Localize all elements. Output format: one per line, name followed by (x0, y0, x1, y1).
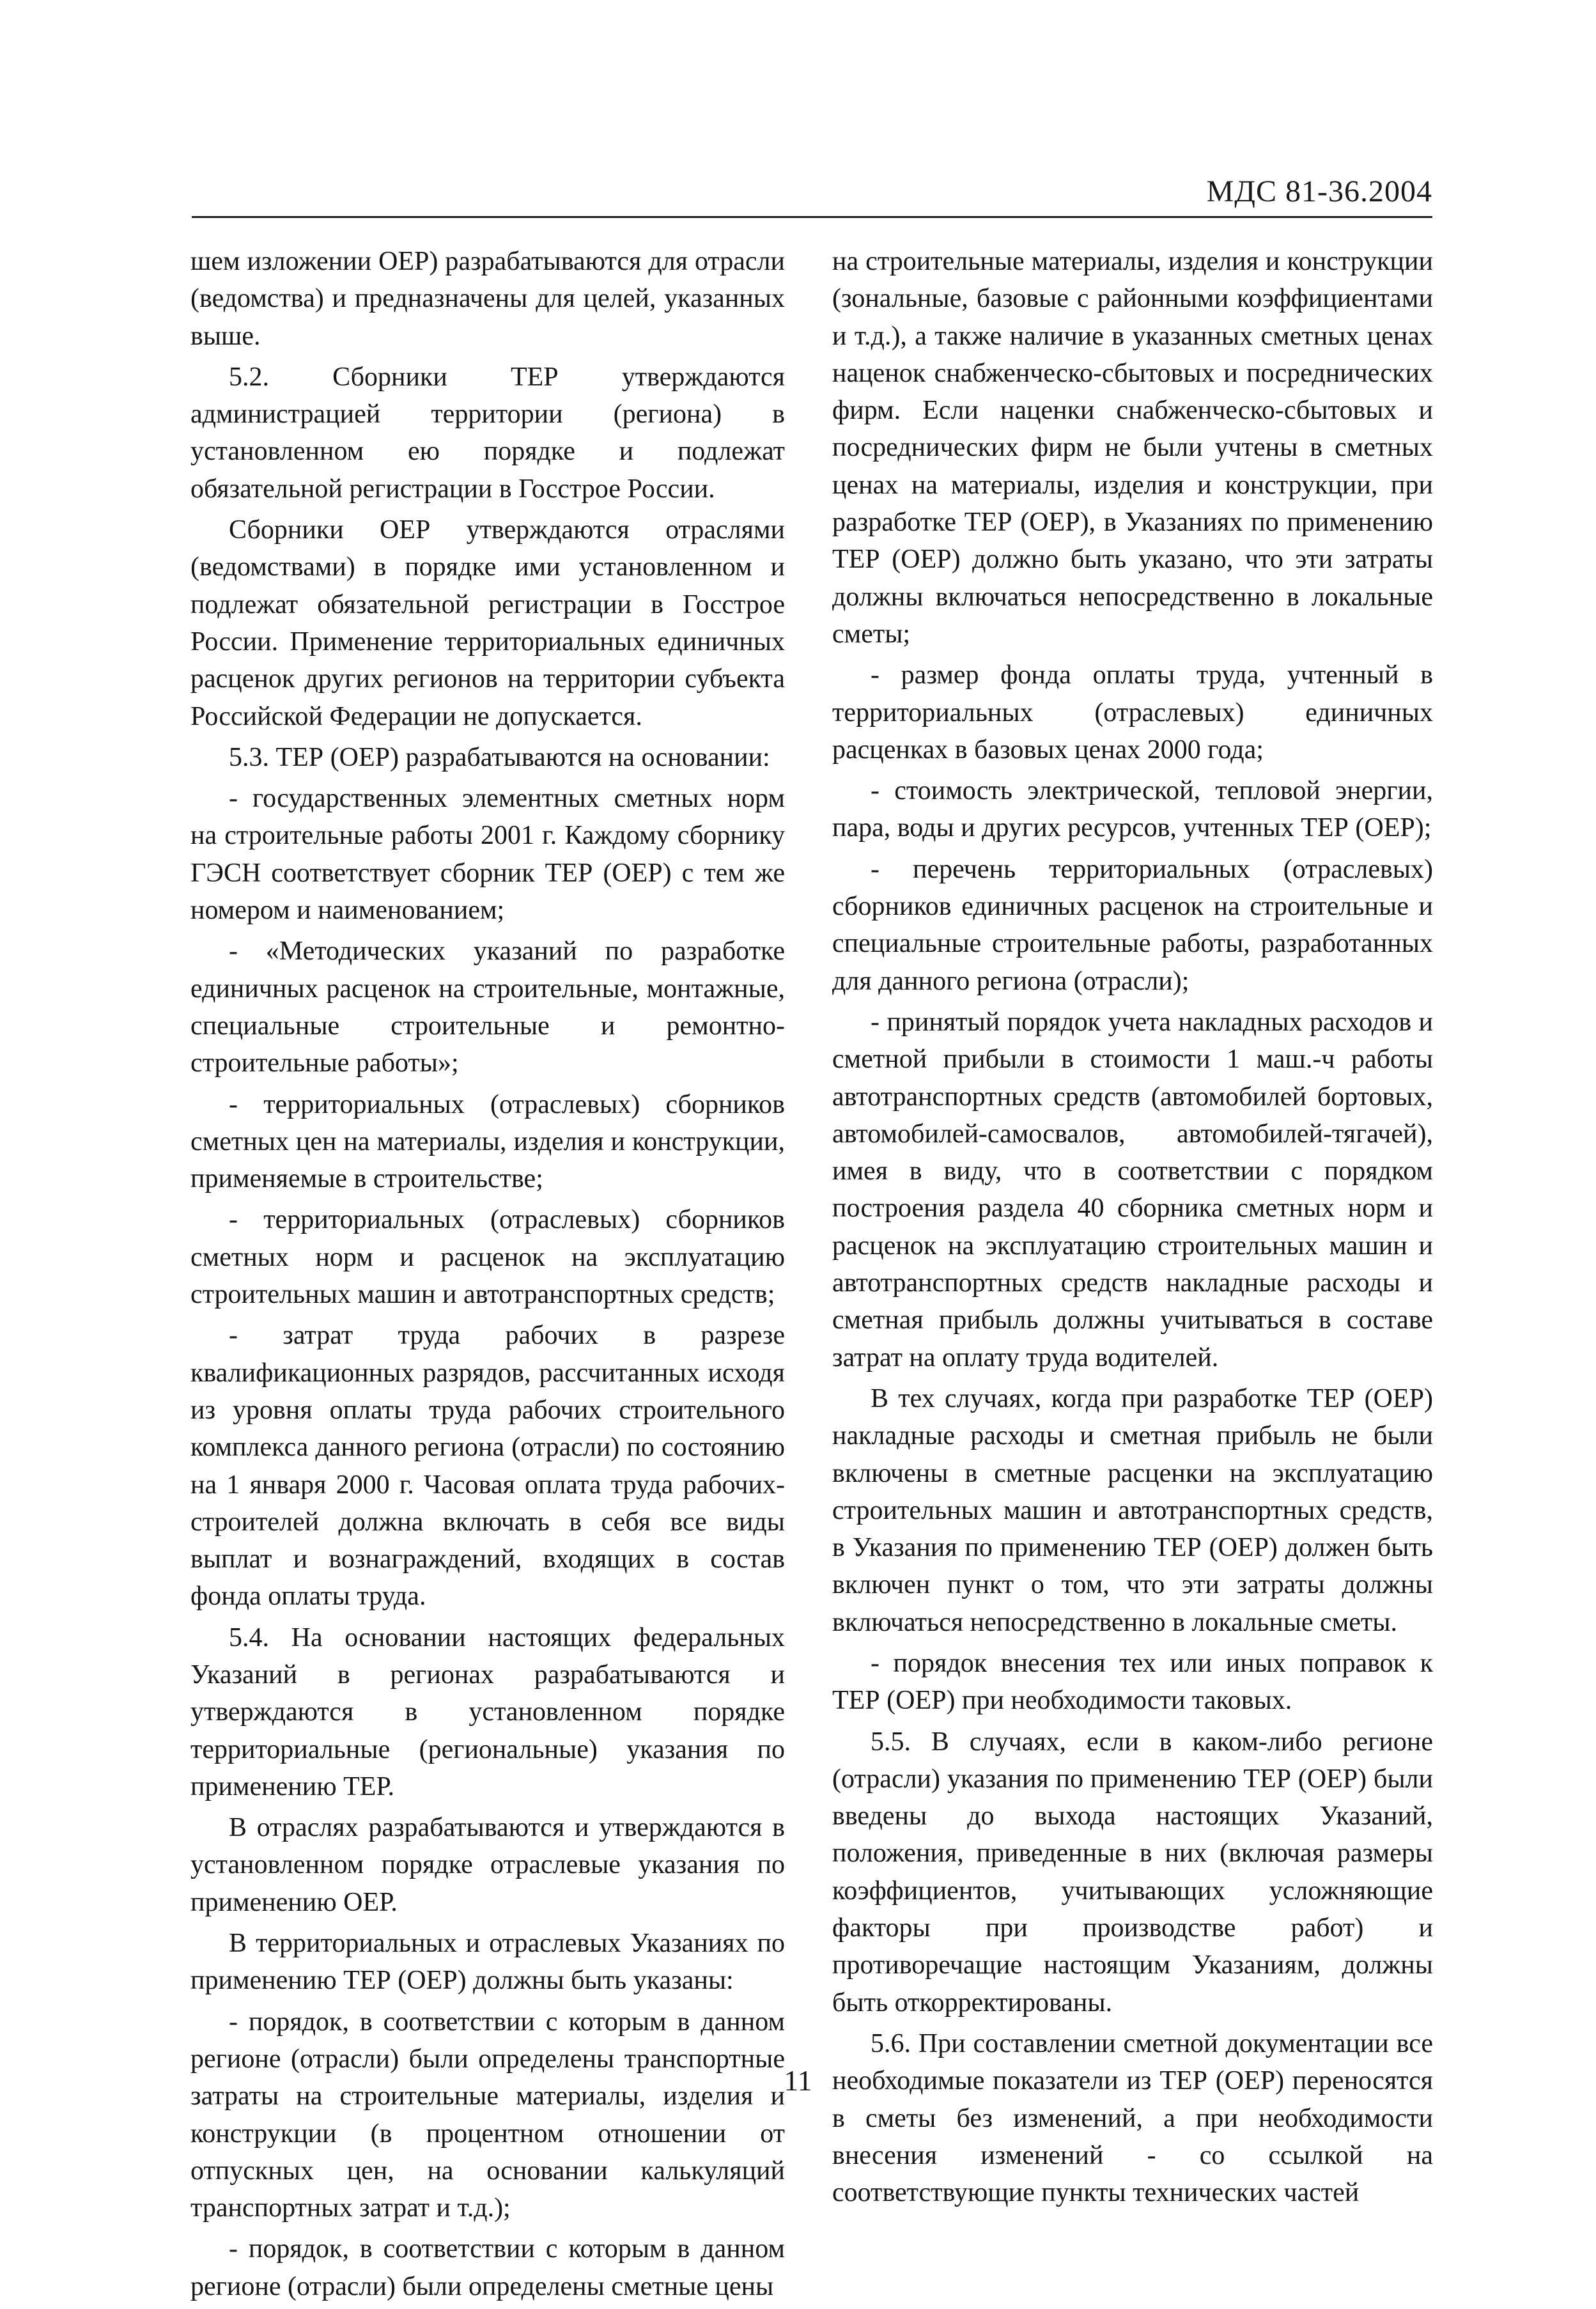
list-item: - порядок, в соответствии с которым в данном регионе (отрасли) были определены транспортные затраты на строительные материалы, изделия и конструкции (в процентном отношении от отпускных цен, на основании калькуляций транспортных затрат и т.д.); (190, 2007, 785, 2223)
list-item: - порядок, в соответствии с которым в данном регионе (отрасли) были определены сметные цены (190, 2234, 785, 2301)
page-number: 11 (784, 2064, 812, 2097)
list-item: - государственных элементных сметных норм на строительные работы 2001 г. Каждому сборнику ГЭСН соответствует сборник ТЕР (ОЕР) с тем же номером и наименованием; (190, 784, 785, 926)
list-item: - территориальных (отраслевых) сборников сметных норм и расценок на эксплуатацию строительных машин и автотранспортных средств; (190, 1205, 785, 1310)
paragraph: шем изложении ОЕР) разрабатываются для отрасли (ведомства) и предназначены для целей, указанных выше. (190, 247, 785, 351)
paragraph: В отраслях разрабатываются и утверждаются в установленном порядке отраслевые указания по применению ОЕР. (190, 1813, 785, 1917)
list-item: - размер фонда оплаты труда, учтенный в территориальных (отраслевых) единичных расценках в базовых ценах 2000 года; (832, 660, 1433, 765)
left-text-column (190, 243, 785, 2309)
paragraph: 5.2. Сборники ТЕР утверждаются администрацией территории (региона) в установленном ею порядке и подлежат обязательной регистрации в Госстрое России. (190, 362, 785, 504)
list-item: - перечень территориальных (отраслевых) сборников единичных расценок на строительные и специальные строительные работы, разработанных для данного региона (отрасли); (832, 854, 1433, 996)
list-item: - территориальных (отраслевых) сборников сметных цен на материалы, изделия и конструкции, применяемые в строительстве; (190, 1089, 785, 1194)
list-item: - принятый порядок учета накладных расходов и сметной прибыли в стоимости 1 маш.-ч работы автотранспортных средств (автомобилей бортовых, автомобилей-самосвалов, автомобилей-тягачей), имея в виду, что в соответствии с порядком построения раздела 40 сборника сметных норм и расценок на эксплуатацию строительных машин и автотранспортных средств накладные расходы и сметная прибыль должны учитываться в составе затрат на оплату труда водителей. (832, 1007, 1433, 1372)
document-code: МДС 81-36.2004 (1206, 175, 1432, 208)
paragraph: 5.5. В случаях, если в каком-либо регионе (отрасли) указания по применению ТЕР (ОЕР) были введены до выхода настоящих Указаний, положения, приведенные в них (включая размеры коэффициентов, учитывающих усложняющие факторы при производстве работ) и противоречащие настоящим Указаниям, должны быть откорректированы. (832, 1727, 1433, 2017)
paragraph: В территориальных и отраслевых Указаниях по применению ТЕР (ОЕР) должны быть указаны: (190, 1929, 785, 1996)
right-text-column (832, 243, 1433, 2215)
list-item: - порядок внесения тех или иных поправок к ТЕР (ОЕР) при необходимости таковых. (832, 1648, 1433, 1716)
paragraph: на строительные материалы, изделия и конструкции (зональные, базовые с районными коэффициентами и т.д.), а также наличие в указанных сметных ценах наценок снабженческо-сбытовых и посреднических фирм. Если наценки снабженческо-сбытовых и посреднических фирм не были учтены в сметных ценах на материалы, изделия и конструкции, при разработке ТЕР (ОЕР), в Указаниях по применению ТЕР (ОЕР) должно быть указано, что эти затраты должны включаться непосредственно в локальные сметы; (832, 247, 1433, 649)
paragraph: 5.3. ТЕР (ОЕР) разрабатываются на основании: (229, 742, 770, 772)
paragraph: Сборники ОЕР утверждаются отраслями (ведомствами) в порядке ими установленном и подлежат обязательной регистрации в Госстрое России. Применение территориальных единичных расценок других регионов на территории субъекта Российской Федерации не допускается. (190, 515, 785, 731)
paragraph: 5.6. При составлении сметной документации все необходимые показатели из ТЕР (ОЕР) переносятся в сметы без изменений, а при необходимости внесения изменений - со ссылкой на соответствующие пункты технических частей (832, 2028, 1433, 2208)
header-divider (192, 216, 1432, 218)
paragraph: 5.4. На основании настоящих федеральных Указаний в регионах разрабатываются и утверждаются в установленном порядке территориальные (региональные) указания по применению ТЕР. (190, 1622, 785, 1801)
list-item: - стоимость электрической, тепловой энергии, пара, воды и других ресурсов, учтенных ТЕР (ОЕР); (832, 776, 1433, 843)
list-item: - «Методических указаний по разработке единичных расценок на строительные, монтажные, специальные строительные и ремонтно-строительные работы»; (190, 937, 785, 1078)
list-item: - затрат труда рабочих в разрезе квалификационных разрядов, рассчитанных исходя из уровня оплаты труда рабочих строительного комплекса данного региона (отрасли) по состоянию на 1 января 2000 г. Часовая оплата труда рабочих-строителей должна включать в себя все виды выплат и вознаграждений, входящих в состав фонда оплаты труда. (190, 1321, 785, 1612)
paragraph: В тех случаях, когда при разработке ТЕР (ОЕР) накладные расходы и сметная прибыль не были включены в сметные расценки на эксплуатацию строительных машин и автотранспортных средств, в Указания по применению ТЕР (ОЕР) должен быть включен пункт о том, что эти затраты должны включаться непосредственно в локальные сметы. (832, 1383, 1433, 1637)
